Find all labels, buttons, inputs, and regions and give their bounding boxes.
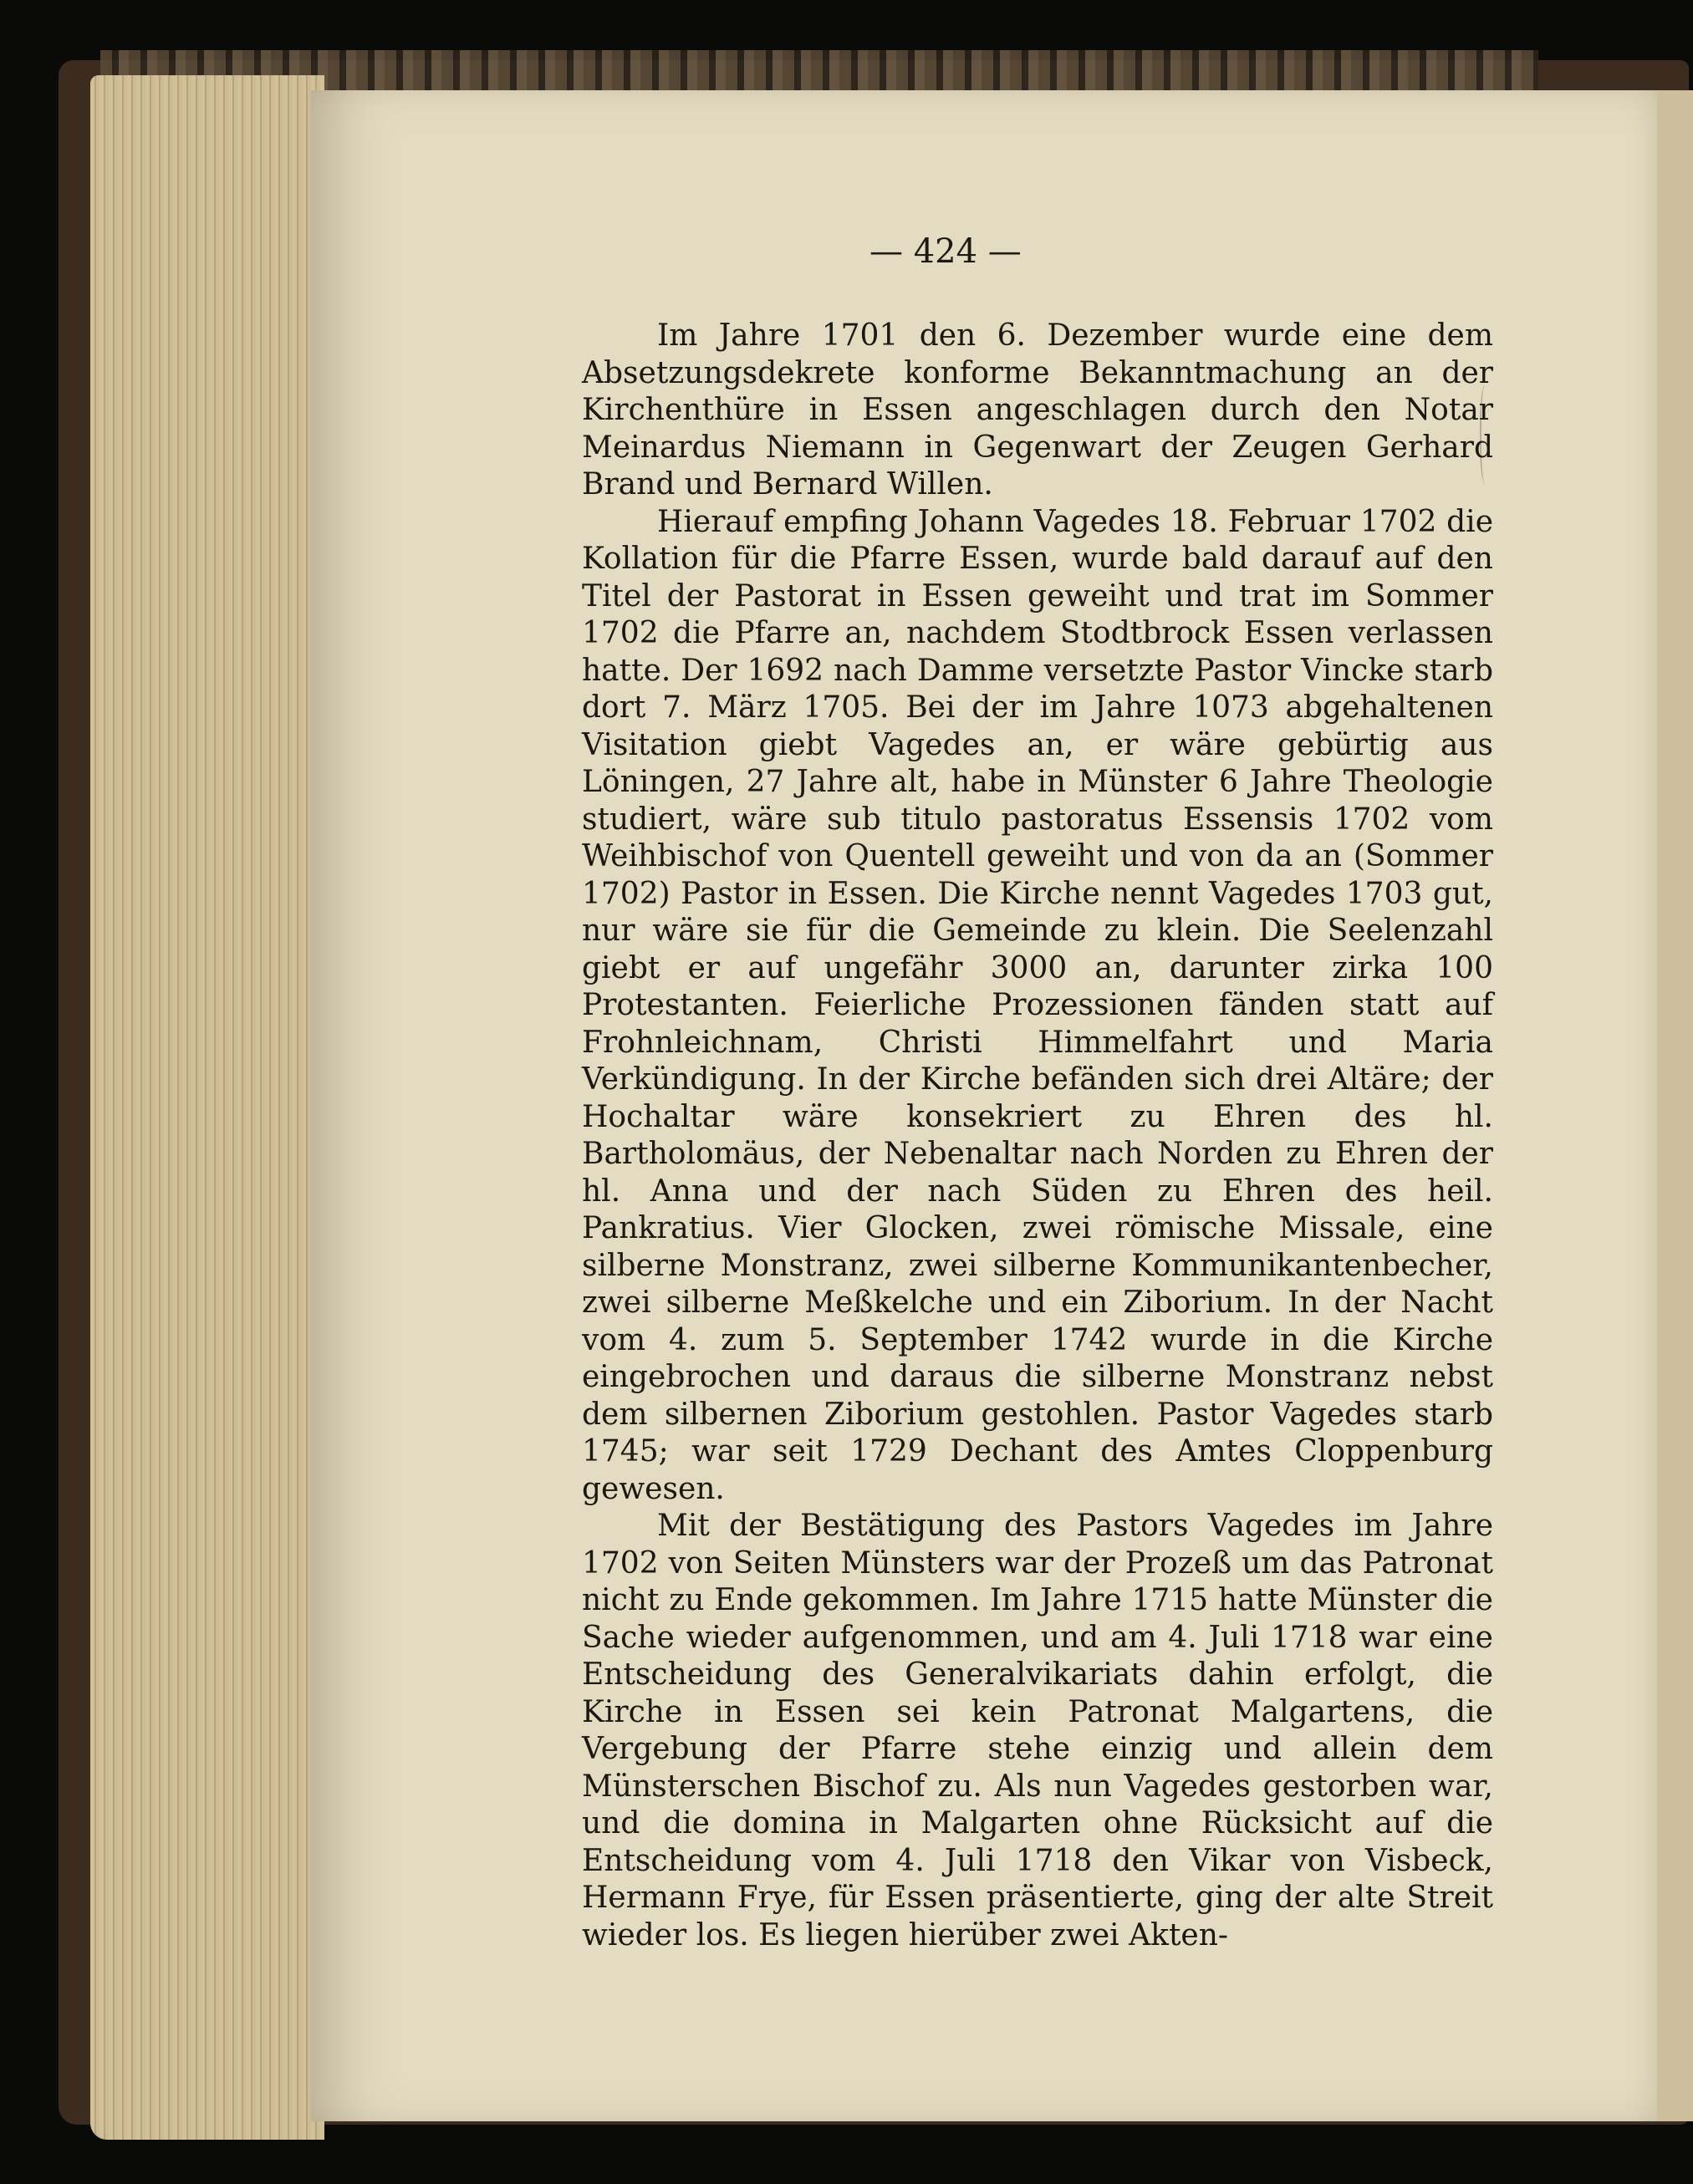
paragraph: Mit der Bestätigung des Pastors Vagedes im Jahre 1702 von Seiten Münsters war der Prozeß um das Patronat nicht zu Ende gekommen. Im Jahre 1715 hatte Münster die Sache wieder aufgenommen, und am 4. Juli 1718 war eine Entscheidung des Generalvikariats dahin erfolgt, die Kirche in Essen sei kein Patronat Malgartens, die Vergebung der Pfarre stehe einzig und allein dem Münsterschen Bischof zu. Als nun Vagedes gestorben war, und die domina in Malgarten ohne Rücksicht auf die Entscheidung vom 4. Juli 1718 den Vikar von Visbeck, Hermann Frye, für Essen präsentierte, ging der alte Streit wieder los. Es liegen hierüber zwei Akten- xyxy=(582,1509,1493,1952)
paragraph: Im Jahre 1701 den 6. Dezember wurde eine dem Absetzungsdekrete konforme Bekanntmachung an der Kirchenthüre in Essen angeschlagen durch den Notar Meinardus Niemann in Gegenwart der Zeugen Gerhard Brand und Bernard Willen. xyxy=(582,318,1493,501)
page-number: — 424 — xyxy=(869,232,1022,271)
facing-page-edge xyxy=(1657,90,1693,2121)
paragraph: Hierauf empfing Johann Vagedes 18. Februar 1702 die Kollation für die Pfarre Essen, wurde bald darauf auf den Titel der Pastorat in Essen geweiht und trat im Sommer 1702 die Pfarre an, nachdem Stodtbrock Essen verlassen hatte. Der 1692 nach Damme versetzte Pastor Vincke starb dort 7. März 1705. Bei der im Jahre 1073 abgehaltenen Visitation giebt Vagedes an, er wäre gebürtig aus Löningen, 27 Jahre alt, habe in Münster 6 Jahre Theologie studiert, wäre sub titulo pastoratus Essensis 1702 vom Weihbischof von Quentell geweiht und von da an (Sommer 1702) Pastor in Essen. Die Kirche nennt Vagedes 1703 gut, nur wäre sie für die Gemeinde zu klein. Die Seelenzahl giebt er auf ungefähr 3000 an, darunter zirka 100 Protestanten. Feierliche Prozessionen fänden statt auf Frohnleichnam, Christi Himmelfahrt und Maria Verkündigung. In der Kirche befänden sich drei Altäre; der Hochaltar wäre konsekriert zu Ehren des hl. Bartholomäus, der Nebenaltar nach Norden zu Ehren der hl. Anna und der nach Süden zu Ehren des heil. Pankratius. Vier Glocken, zwei römische Missale, eine silberne Monstranz, zwei silberne Kommunikantenbecher, zwei silberne Meßkelche und ein Ziborium. In der Nacht vom 4. zum 5. September 1742 wurde in die Kirche eingebrochen und daraus die silberne Monstranz nebst dem silbernen Ziborium gestohlen. Pastor Vagedes starb 1745; war seit 1729 Dechant des Amtes Cloppenburg gewesen. xyxy=(582,504,1493,1506)
body-text xyxy=(582,318,1493,1954)
page-edges xyxy=(90,75,324,2140)
